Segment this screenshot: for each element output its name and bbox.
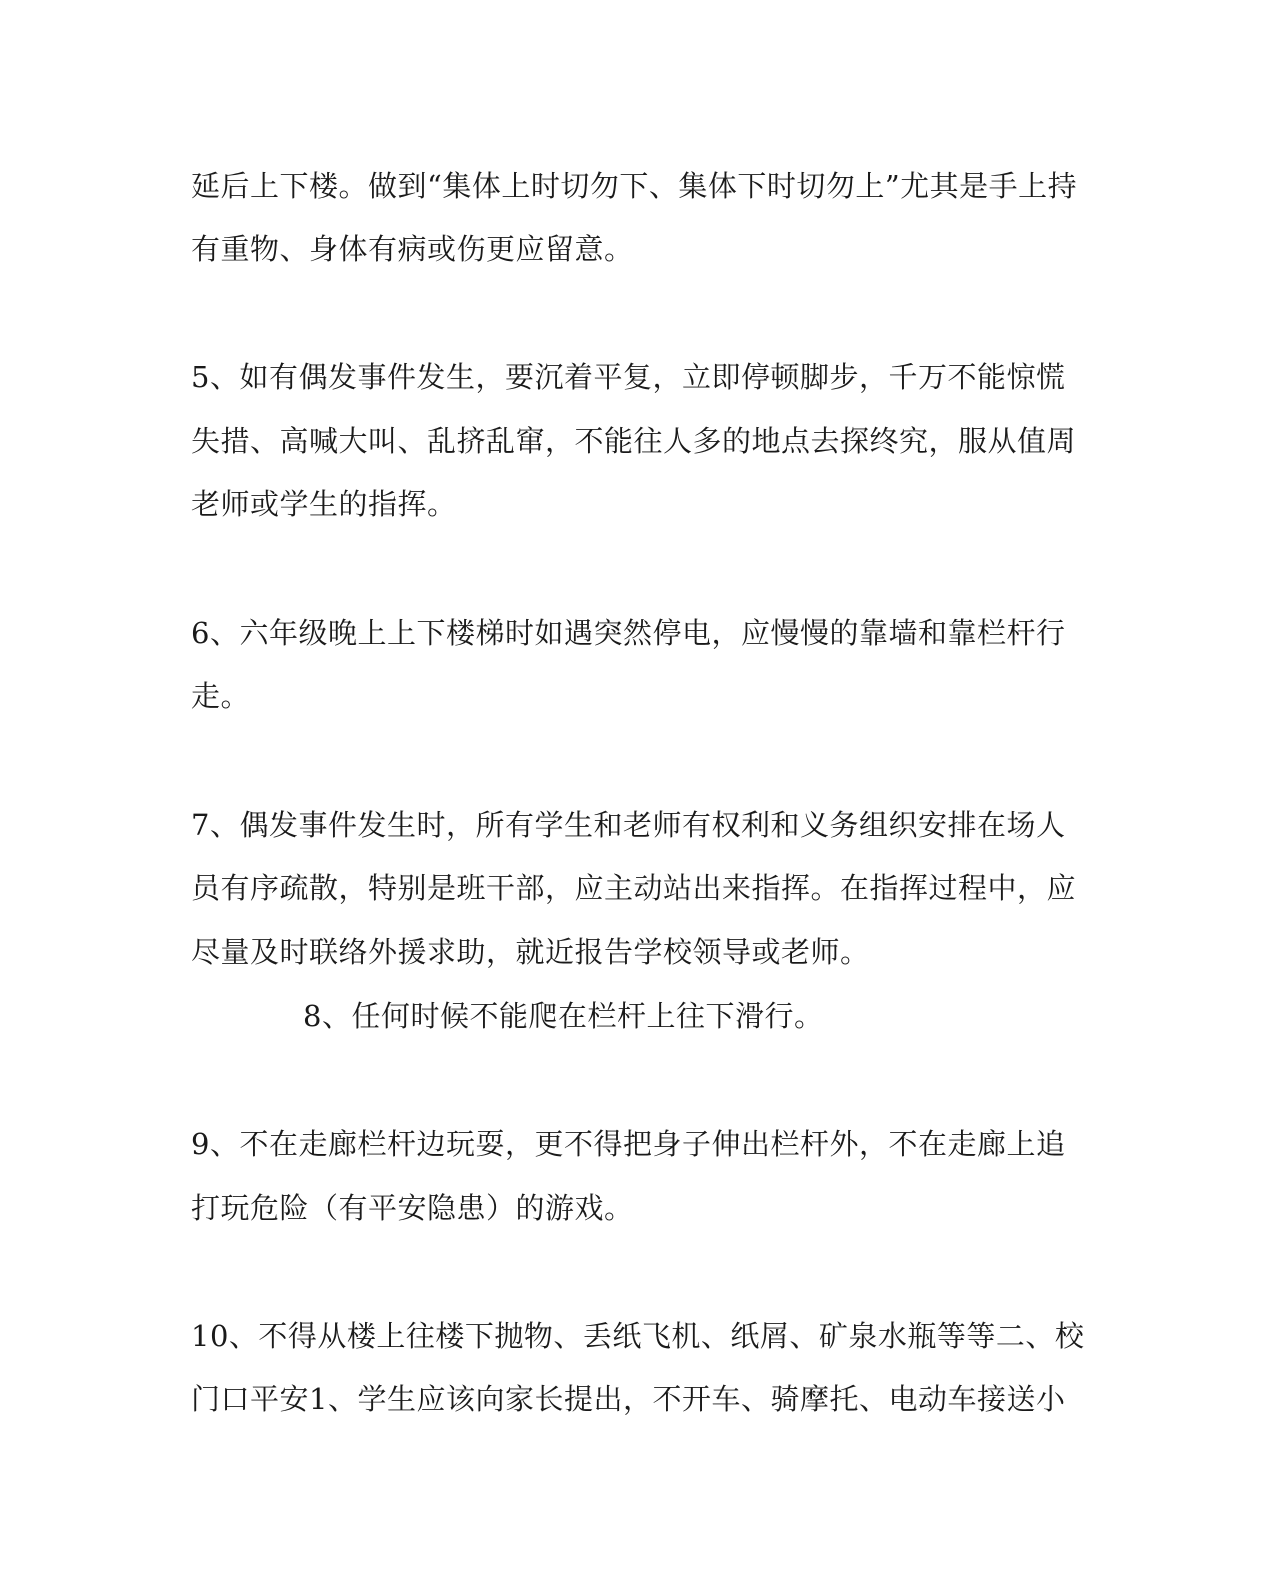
item-7-line-2: 员有序疏散，特别是班干部，应主动站出来指挥。在指挥过程中，应 [191, 871, 1077, 905]
item-5-line-3: 老师或学生的指挥。 [191, 487, 457, 521]
item-10-line-1: 10、不得从楼上往楼下抛物、丢纸飞机、纸屑、矿泉水瓶等等二、校 [191, 1319, 1085, 1353]
item-8-line-1: 8、任何时候不能爬在栏杆上往下滑行。 [303, 999, 824, 1033]
item-6-line-2: 走。 [191, 679, 251, 713]
item-6-line-1: 6、六年级晚上上下楼梯时如遇突然停电，应慢慢的靠墙和靠栏杆行 [191, 616, 1066, 650]
text-line-1: 延后上下楼。做到“集体上时切勿下、集体下时切勿上”尤其是手上持 [191, 169, 1078, 203]
item-5-line-1: 5、如有偶发事件发生，要沉着平复，立即停顿脚步，千万不能惊慌 [191, 360, 1066, 394]
item-7-line-1: 7、偶发事件发生时，所有学生和老师有权利和义务组织安排在场人 [191, 808, 1066, 842]
text-line-2: 有重物、身体有病或伤更应留意。 [191, 232, 634, 266]
item-5-line-2: 失措、高喊大叫、乱挤乱窜，不能往人多的地点去探终究，服从值周 [191, 424, 1077, 458]
item-9-line-1: 9、不在走廊栏杆边玩耍，更不得把身子伸出栏杆外，不在走廊上追 [191, 1127, 1066, 1161]
item-10-line-2: 门口平安1、学生应该向家长提出，不开车、骑摩托、电动车接送小 [191, 1382, 1066, 1416]
item-9-line-2: 打玩危险（有平安隐患）的游戏。 [191, 1191, 634, 1225]
item-7-line-3: 尽量及时联络外援求助，就近报告学校领导或老师。 [191, 935, 870, 969]
